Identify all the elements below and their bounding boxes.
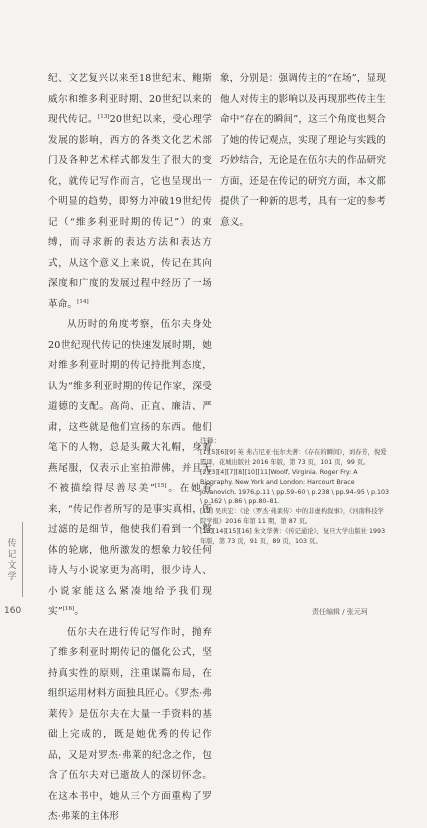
footnotes-title: 注释： (200, 437, 221, 445)
page-number: 160 (4, 606, 22, 616)
tab-divider (22, 522, 23, 597)
section-tab-label: 传记文学 (5, 538, 16, 582)
editor-credit: 责任编辑 / 张元珂 (312, 608, 368, 616)
left-column (48, 69, 212, 828)
footnote-item: [13][14][15][16] 朱文华著：《传记通论》，复旦大学出版社 1993 年版，第 73 页，91 页，89 页，103 页。 (200, 528, 386, 546)
paragraph-2: 从历时的角度考察，伍尔夫身处20世纪现代传记的快速发展时期，她对维多利亚时期的传记持批判态度，认为“维多利亚时期的传记作家，深受道德的支配。高尚、正直、廉洁、严肃，这些就是他们宣扬的东西。他们笔下的人物，总是头戴大礼帽，身着燕尾服，仅表示止室拍滞佛，并且无不被描绘得尽善尽美”[15]。在她看来，“传记作者所写的是事实真相，所过滤的是细节，他使我们看到一个整体的轮廓，他所激发的想象力较任何诗人与小说家更为高明，很少诗人、小说家能这么紧凑地给予我们现实”[16]。 (48, 319, 213, 617)
footnote-item: [2][3][4][7][8][10][11]Woolf, Virginia. Roger Fry: A Biography. New York and London: Harcourt Brace Jovanovich, 1976,p.11 \ pp.59–60 \ p.238 \ pp.94–95 \ p.103 \ p.162 \ p.86 \ pp.80–81. (200, 468, 389, 506)
paragraph-1: 纪、文艺复兴以来至18世纪末、鲍斯威尔和维多利亚时期、20世纪以来的现代传记。[13]20世纪以来，受心理学发展的影响，西方的各类文化艺术部门及各种艺术样式都发生了很大的变化，就传记写作而言，它也呈现出一个明显的趋势，即努力冲破19世纪传记（“维多利亚时期的传记”）的束缚，而寻求新的表达方法和表达方式，从这个意义上来说，传记在其向深度和广度的发展过程中经历了一场革命。[14] (48, 73, 213, 310)
citation-16: [16] (62, 605, 75, 612)
citation-14: [14] (77, 298, 89, 305)
citation-13: [13] (97, 113, 110, 120)
paragraph-3: 伍尔夫在进行传记写作时，抛弃了维多利亚时期传记的僵化公式，坚持真实性的原则，注重谋篇布局，在组织运用材料方面独具匠心。《罗杰·弗莱传》是伍尔夫在大量一手资料的基础上完成的，既是她优秀的传记作品，又是对罗杰·弗莱的纪念之作，包含了伍尔夫对已逝故人的深切怀念。在这本书中，她从三个方面重构了罗杰·弗莱的主体形 (48, 626, 212, 822)
right-column (220, 69, 386, 233)
footnote-item: [1][5][6][9] 英 弗吉尼亚·伍尔夫著：《存在的瞬间》，刘春芳，倪爱霞译，花城出版社 2016 年版，第 73 页，101 页，99 页。 (200, 448, 387, 466)
footnotes (200, 437, 390, 547)
citation-15: [15] (154, 482, 167, 489)
footnote-item: [12] 吴庆宏：《论〈罗杰·弗莱传〉中的非虚构叙事》，《河南科技学院学报》2016 年第 11 期，第 87 页。 (200, 508, 384, 526)
section-tab (0, 520, 22, 600)
conclusion-paragraph: 象，分别是：强调传主的“在场”，显现他人对传主的影响以及再现那些传主生命中“存在的瞬间”，这三个角度也契合了她的传记观点，实现了理论与实践的巧妙结合，无论是在伍尔夫的作品研究方面，还是在传记的研究方面，本文都提供了一种新的思考，具有一定的参考意义。 (220, 73, 386, 228)
